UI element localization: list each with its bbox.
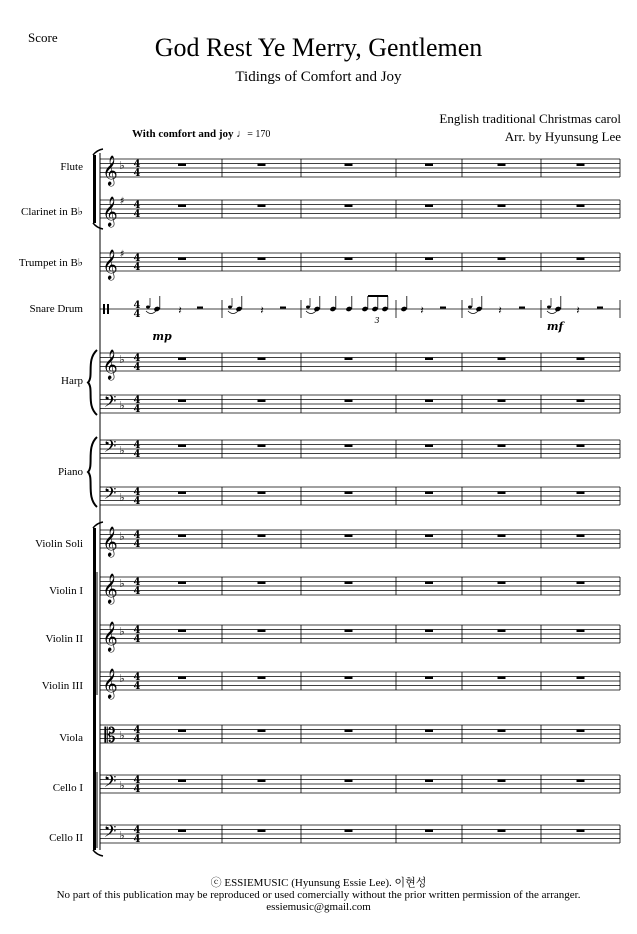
bracket-woodwinds-top: [93, 149, 103, 155]
time-signature-bottom: 4: [133, 634, 141, 645]
copyright-line: ⓒ ESSIEMUSIC (Hyunsung Essie Lee). 이현성: [210, 877, 427, 889]
composer-credit: English traditional Christmas carol: [439, 111, 621, 126]
time-signature-bottom: 4: [133, 496, 141, 507]
flat-key-icon: ♭: [119, 779, 125, 792]
whole-rest: [425, 582, 433, 585]
grace-note: [468, 306, 472, 309]
whole-rest: [258, 400, 266, 403]
tempo-text: With comfort and joy: [132, 128, 234, 140]
time-signature-bottom: 4: [133, 209, 141, 220]
whole-rest: [178, 830, 186, 833]
whole-rest: [498, 205, 506, 208]
whole-rest: [577, 535, 585, 538]
instrument-label-viola: Viola: [59, 732, 83, 744]
time-signature-bottom: 4: [133, 449, 141, 460]
time-signature-top: 4: [133, 530, 141, 541]
bracket-woodwinds: [93, 155, 96, 223]
flat-key-icon: ♭: [119, 625, 125, 638]
arranger-credit: Arr. by Hyunsung Lee: [504, 129, 621, 144]
time-signature-bottom: 4: [133, 362, 141, 373]
whole-rest: [577, 677, 585, 680]
time-signature-bottom: 4: [133, 309, 141, 320]
whole-rest: [258, 445, 266, 448]
whole-rest: [577, 830, 585, 833]
whole-rest: [178, 164, 186, 167]
staff-6: [100, 440, 620, 458]
time-signature-top: 4: [133, 825, 141, 836]
treble-clef-icon: 𝄞: [102, 669, 118, 699]
whole-rest: [345, 358, 353, 361]
time-signature-top: 4: [133, 625, 141, 636]
whole-rest: [425, 780, 433, 783]
whole-rest: [498, 358, 506, 361]
grace-slur: [468, 311, 478, 314]
bracket-strings: [93, 528, 96, 850]
whole-rest: [577, 358, 585, 361]
time-signature-top: 4: [133, 672, 141, 683]
alto-clef-icon: 𝄡: [104, 723, 116, 747]
instrument-label-cello-2: Cello II: [49, 832, 83, 844]
time-signature-top: 4: [133, 577, 141, 588]
staff-14: [100, 825, 620, 843]
whole-rest: [345, 830, 353, 833]
whole-rest: [178, 535, 186, 538]
half-rest: [597, 307, 603, 309]
whole-rest: [345, 677, 353, 680]
whole-rest: [345, 258, 353, 261]
time-signature-top: 4: [133, 353, 141, 364]
staff-7: [100, 487, 620, 505]
flat-key-icon: ♭: [119, 491, 125, 504]
instrument-label-flute: Flute: [60, 161, 83, 173]
time-signature-top: 4: [133, 395, 141, 406]
brace-piano: [88, 437, 97, 507]
whole-rest: [345, 535, 353, 538]
staff-13: [100, 775, 620, 793]
whole-rest: [498, 258, 506, 261]
time-signature-top: 4: [133, 487, 141, 498]
whole-rest: [258, 730, 266, 733]
bracket-strings-bottom: [93, 850, 103, 856]
time-signature-bottom: 4: [133, 586, 141, 597]
instrument-label-violin-1: Violin I: [49, 585, 83, 597]
quarter-rest: 𝄽: [178, 304, 182, 317]
footer: [0, 877, 637, 913]
time-signature-top: 4: [133, 440, 141, 451]
time-signature-top: 4: [133, 725, 141, 736]
bass-clef-icon: 𝄢: [103, 391, 117, 415]
half-rest: [440, 307, 446, 309]
flat-key-icon: ♭: [119, 729, 125, 742]
dynamic-mf: mf: [546, 320, 564, 333]
whole-rest: [577, 258, 585, 261]
contact-email: essiemusic@gmail.com: [266, 901, 371, 913]
whole-rest: [345, 730, 353, 733]
whole-rest: [498, 582, 506, 585]
whole-rest: [178, 630, 186, 633]
staff-9: [100, 577, 620, 595]
grace-note: [547, 306, 551, 309]
whole-rest: [258, 677, 266, 680]
time-signature-bottom: 4: [133, 404, 141, 415]
page-subtitle: Tidings of Comfort and Joy: [235, 69, 402, 85]
flat-key-icon: ♭: [119, 672, 125, 685]
whole-rest: [258, 830, 266, 833]
half-rest: [280, 307, 286, 309]
whole-rest: [577, 445, 585, 448]
whole-rest: [258, 780, 266, 783]
treble-clef-icon: 𝄞: [102, 250, 118, 280]
instrument-label-harp: Harp: [61, 375, 83, 387]
percussion-clef-icon: [107, 304, 109, 314]
whole-rest: [498, 445, 506, 448]
whole-rest: [425, 730, 433, 733]
time-signature-bottom: 4: [133, 168, 141, 179]
whole-rest: [498, 730, 506, 733]
staff-11: [100, 672, 620, 690]
time-signature-top: 4: [133, 200, 141, 211]
staff-4: [100, 353, 620, 371]
brace-harp: [88, 350, 97, 415]
whole-rest: [425, 535, 433, 538]
staff-8: [100, 530, 620, 548]
whole-rest: [258, 535, 266, 538]
whole-rest: [498, 677, 506, 680]
instrument-label-violin-3: Violin III: [41, 680, 83, 692]
whole-rest: [345, 205, 353, 208]
staff-0: [100, 159, 620, 177]
whole-rest: [258, 258, 266, 261]
score-label: Score: [28, 30, 58, 45]
treble-clef-icon: 𝄞: [102, 527, 118, 557]
instrument-label-trumpet: Trumpet in B♭: [18, 257, 83, 269]
staff-5: [100, 395, 620, 413]
time-signature-bottom: 4: [133, 734, 141, 745]
whole-rest: [258, 582, 266, 585]
whole-rest: [425, 830, 433, 833]
whole-rest: [498, 630, 506, 633]
whole-rest: [425, 358, 433, 361]
whole-rest: [425, 630, 433, 633]
staff-12: [100, 725, 620, 743]
whole-rest: [178, 582, 186, 585]
whole-rest: [258, 492, 266, 495]
whole-rest: [425, 164, 433, 167]
whole-rest: [577, 400, 585, 403]
staff-10: [100, 625, 620, 643]
time-signature-top: 4: [133, 300, 141, 311]
whole-rest: [577, 630, 585, 633]
whole-rest: [425, 677, 433, 680]
percussion-clef-icon: [103, 304, 105, 314]
whole-rest: [577, 492, 585, 495]
instrument-label-violin-2: Violin II: [45, 633, 83, 645]
time-signature-bottom: 4: [133, 834, 141, 845]
whole-rest: [345, 400, 353, 403]
grace-note: [228, 306, 232, 309]
flat-key-icon: ♭: [119, 444, 125, 457]
whole-rest: [258, 164, 266, 167]
whole-rest: [258, 358, 266, 361]
bass-clef-icon: 𝄢: [103, 771, 117, 795]
grace-note: [146, 306, 150, 309]
copyright-notice: No part of this publication may be reproduced or used comercially without the prior written permission of the arranger.: [56, 889, 581, 901]
time-signature-top: 4: [133, 159, 141, 170]
whole-rest: [178, 492, 186, 495]
flat-key-icon: ♭: [119, 577, 125, 590]
grace-note: [306, 306, 310, 309]
quarter-rest: 𝄽: [420, 304, 424, 317]
whole-rest: [498, 830, 506, 833]
instrument-label-piano: Piano: [57, 466, 83, 478]
whole-rest: [178, 258, 186, 261]
quarter-rest: 𝄽: [576, 304, 580, 317]
half-rest: [519, 307, 525, 309]
bass-clef-icon: 𝄢: [103, 821, 117, 845]
whole-rest: [258, 205, 266, 208]
instrument-label-snare-drum: Snare Drum: [29, 303, 83, 315]
page-title: God Rest Ye Merry, Gentlemen: [154, 33, 483, 62]
grace-slur: [228, 311, 238, 314]
whole-rest: [178, 445, 186, 448]
grace-slur: [146, 311, 156, 314]
treble-clef-icon: 𝄞: [102, 622, 118, 652]
treble-clef-icon: 𝄞: [102, 156, 118, 186]
grace-slur: [547, 311, 557, 314]
flat-key-icon: ♭: [119, 530, 125, 543]
instrument-label-violin-soli: Violin Soli: [35, 538, 83, 550]
quarter-rest: 𝄽: [498, 304, 502, 317]
time-signature-bottom: 4: [133, 681, 141, 692]
whole-rest: [577, 164, 585, 167]
grace-slur: [306, 311, 316, 314]
dynamic-mp: mp: [152, 330, 172, 343]
staff-1: [100, 200, 620, 218]
instrument-label-clarinet: Clarinet in B♭: [20, 206, 83, 218]
whole-rest: [345, 582, 353, 585]
bass-clef-icon: 𝄢: [103, 436, 117, 460]
sharp-key-icon: ♯: [119, 196, 125, 207]
whole-rest: [345, 445, 353, 448]
whole-rest: [345, 630, 353, 633]
whole-rest: [178, 400, 186, 403]
treble-clef-icon: 𝄞: [102, 197, 118, 227]
sharp-key-icon: ♯: [119, 249, 125, 260]
whole-rest: [425, 258, 433, 261]
whole-rest: [425, 400, 433, 403]
bass-clef-icon: 𝄢: [103, 483, 117, 507]
quarter-note-icon: ♩: [236, 128, 248, 140]
flat-key-icon: ♭: [119, 159, 125, 172]
flat-key-icon: ♭: [119, 353, 125, 366]
whole-rest: [178, 677, 186, 680]
treble-clef-icon: 𝄞: [102, 350, 118, 380]
whole-rest: [178, 205, 186, 208]
whole-rest: [577, 780, 585, 783]
flat-key-icon: ♭: [119, 829, 125, 842]
whole-rest: [498, 164, 506, 167]
whole-rest: [345, 780, 353, 783]
whole-rest: [425, 445, 433, 448]
whole-rest: [577, 205, 585, 208]
whole-rest: [425, 492, 433, 495]
tuplet-number: 3: [374, 316, 380, 325]
whole-rest: [178, 730, 186, 733]
time-signature-top: 4: [133, 253, 141, 264]
whole-rest: [577, 730, 585, 733]
whole-rest: [498, 400, 506, 403]
whole-rest: [498, 780, 506, 783]
time-signature-bottom: 4: [133, 262, 141, 273]
half-rest: [197, 307, 203, 309]
flat-key-icon: ♭: [119, 399, 125, 412]
quarter-rest: 𝄽: [260, 304, 264, 317]
tempo-bpm: = 170: [247, 129, 271, 140]
whole-rest: [178, 780, 186, 783]
whole-rest: [345, 492, 353, 495]
time-signature-top: 4: [133, 775, 141, 786]
whole-rest: [498, 492, 506, 495]
staff-2: [100, 253, 620, 271]
whole-rest: [258, 630, 266, 633]
whole-rest: [178, 358, 186, 361]
time-signature-bottom: 4: [133, 784, 141, 795]
treble-clef-icon: 𝄞: [102, 574, 118, 604]
instrument-label-cello-1: Cello I: [52, 782, 83, 794]
time-signature-bottom: 4: [133, 539, 141, 550]
whole-rest: [345, 164, 353, 167]
whole-rest: [498, 535, 506, 538]
whole-rest: [425, 205, 433, 208]
whole-rest: [577, 582, 585, 585]
